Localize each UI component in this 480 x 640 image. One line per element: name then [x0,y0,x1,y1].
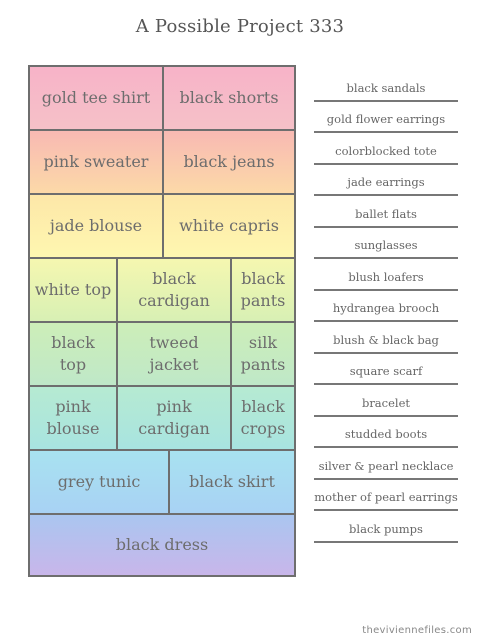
accessory-item [314,480,458,512]
wardrobe-item: black shorts [179,88,279,108]
wardrobe-item: black jeans [183,152,275,172]
accessory-item [314,354,458,386]
accessory-label: studded boots [344,427,428,441]
accessory-item [314,133,458,165]
wardrobe-item: pink sweater [43,152,149,172]
wardrobe-row [30,451,294,515]
accessory-label: ballet flats [355,206,417,221]
accessories-list [314,70,458,543]
accessory-item [314,70,458,102]
wardrobe-row [30,131,294,195]
wardrobe-item: black cardigan [138,269,210,310]
wardrobe-grid [28,65,296,577]
wardrobe-row [30,323,294,387]
page-title: A Possible Project 333 [135,16,345,37]
accessory-label: blush & black bag [333,332,439,347]
wardrobe-item: white top [34,280,112,300]
wardrobe-row [30,195,294,259]
accessory-item [314,165,458,197]
accessory-label: hydrangea brooch [332,301,440,315]
accessory-label: mother of pearl earrings [314,490,458,504]
accessory-item [314,102,458,134]
accessory-item [314,417,458,449]
accessory-item [314,196,458,228]
wardrobe-item: black top [51,333,95,374]
accessory-item [314,228,458,260]
accessory-item [314,385,458,417]
accessory-label: square scarf [349,364,423,378]
accessory-label: black pumps [349,521,423,536]
accessory-label: silver & pearl necklace [318,458,454,473]
accessory-label: black sandals [346,80,426,95]
accessory-item [314,511,458,543]
wardrobe-item: silk pants [240,333,286,374]
wardrobe-item: tweed jacket [149,333,199,374]
wardrobe-item: black dress [115,535,209,555]
accessory-label: sunglasses [354,238,418,252]
site-credit: theviviennefiles.com [362,625,472,636]
accessory-item [314,291,458,323]
wardrobe-item: pink blouse [46,397,100,438]
wardrobe-item: black crops [240,397,286,438]
accessory-label: blush loafers [348,269,424,284]
wardrobe-item: pink cardigan [138,397,210,438]
wardrobe-item: black skirt [189,472,275,492]
wardrobe-item: gold tee shirt [41,88,151,108]
accessory-item [314,322,458,354]
wardrobe-item: white capris [179,216,279,236]
wardrobe-row [30,515,294,575]
wardrobe-item: black pants [240,269,286,310]
wardrobe-row [30,387,294,451]
accessory-item [314,259,458,291]
wardrobe-row [30,259,294,323]
accessory-label: colorblocked tote [335,143,437,158]
wardrobe-row [30,67,294,131]
accessory-item [314,448,458,480]
accessory-label: gold flower earrings [326,112,446,126]
wardrobe-item: jade blouse [49,216,143,236]
wardrobe-item: grey tunic [57,472,141,492]
accessory-label: bracelet [361,395,411,410]
accessory-label: jade earrings [347,175,425,189]
